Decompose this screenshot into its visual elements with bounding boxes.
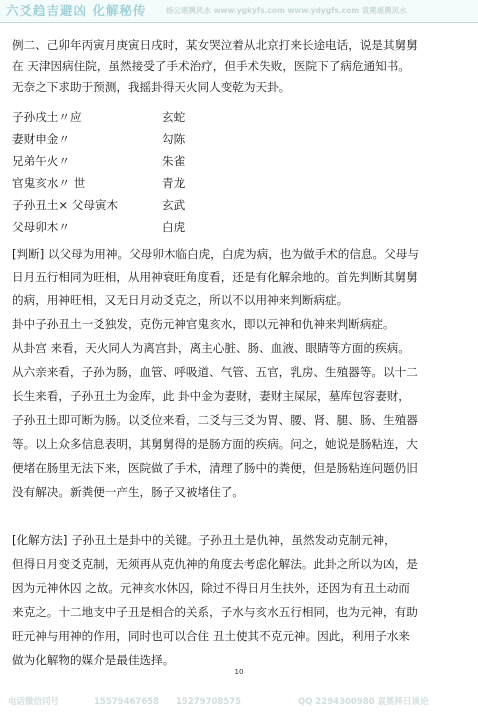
page-footer xyxy=(0,684,478,715)
intro-line: 例二、己卯年丙寅月庚寅日戌时，某女哭泣着从北京打来长途电话，说是其舅舅 xyxy=(12,38,418,52)
method-line: [化解方法] 子孙丑土是卦中的关键。子孙丑土是仇神，虽然发动克制元神， xyxy=(12,533,396,547)
intro-line: 在 天津因病住院，虽然接受了手术治疗，但手术失败，医院下了病危通知书。 xyxy=(12,59,410,73)
hexagram-beast: 白虎 xyxy=(162,220,186,234)
judgment-line: 的病，用神旺相，又无日月动爻克之，所以不以用神来判断病症。 xyxy=(12,293,349,307)
hexagram-beast: 玄武 xyxy=(162,198,186,212)
analysis-line: 子孙丑土即可断为肠。以爻位来看，二爻与三爻为胃、腰、肾、腿、肠、生殖器 xyxy=(12,413,418,427)
hexagram-beast: 勾陈 xyxy=(162,132,186,146)
judgment-line: 日月五行相同为旺相，从用神衰旺角度看，还是有化解余地的。首先判断其舅舅 xyxy=(12,270,418,284)
analysis-line: 从卦宫 来看，天火同人为离宫卦，离主心脏、肠、血液、眼睛等方面的疾病。 xyxy=(12,341,410,355)
header-sites: 杨公堪舆风水 www.ygkyfs.com www.ydygfs.com 袁冕堪舆风水 xyxy=(166,6,407,15)
hexagram-line: 父母卯木〃 xyxy=(12,220,70,234)
footer-phone-2: 15279708575 xyxy=(176,697,242,707)
hexagram-line: 子孙戌土〃应 xyxy=(12,110,82,124)
footer-phone-1: 15579467658 xyxy=(94,697,160,707)
hexagram-beast: 朱雀 xyxy=(162,154,186,168)
footer-qq: QQ 2294300980 袁冕择日谈论 xyxy=(298,697,429,707)
hexagram-line: 子孙丑土× 父母寅木 xyxy=(12,198,119,212)
page-header xyxy=(0,0,478,23)
analysis-line: 便堵在肠里无法下来，医院做了手术，清理了肠中的粪便，但是肠粘连问题仍旧 xyxy=(12,461,418,475)
method-line: 旺元神与用神的作用，同时也可以合住 丑土使其不克元神。因此，利用子水来 xyxy=(12,629,410,643)
analysis-line: 没有解决。新粪便一产生，肠子又被堵住了。 xyxy=(12,485,244,499)
analysis-line: 长生来看，子孙丑土为金库，此 卦中金为妻财，妻财主屎尿，墓库包容妻财， xyxy=(12,389,410,403)
judgment-line: [判断] 以父母为用神。父母卯木临白虎，白虎为病，也为做手术的信息。父母与 xyxy=(12,247,419,261)
method-line: 做为化解物的媒介是最佳选择。 xyxy=(12,653,175,667)
footer-phone-label: 电话微信同号 xyxy=(8,697,60,707)
hexagram-line: 兄弟午火〃 xyxy=(12,154,70,168)
analysis-line: 从六亲来看，子孙为肠，血管、呼吸道、气管、五官，乳房、生殖器等。以十二 xyxy=(12,365,418,379)
hexagram-line: 妻财申金〃 xyxy=(12,132,70,146)
intro-line: 无奈之下求助于预测，我摇卦得天火同人变乾为天卦。 xyxy=(12,80,291,94)
analysis-line: 卦中子孙丑土一爻独发，克伤元神官鬼亥水，即以元神和仇神来判断病症。 xyxy=(12,317,395,331)
hexagram-line: 官鬼亥水〃 世 xyxy=(12,176,86,190)
method-line: 但得日月变爻克制，无须再从克仇神的角度去考虑化解法。此卦之所以为凶，是 xyxy=(12,557,418,571)
analysis-line: 等。以上众多信息表明，其舅舅得的是肠方面的疾病。问之，她说是肠粘连，大 xyxy=(12,437,418,451)
hexagram-beast: 玄蛇 xyxy=(162,110,186,124)
method-line: 因为元神休囚 之故。元神亥水休囚，除过不得日月生扶外，还因为有丑土动而 xyxy=(12,581,410,595)
hexagram-beast: 青龙 xyxy=(162,176,186,190)
header-brand: 六爻趋吉避凶 化解秘传 xyxy=(6,3,147,18)
method-line: 来克之。十二地支中子丑是相合的关系，子水与亥水五行相同，也为元神，有助 xyxy=(12,605,418,619)
page-number: 10 xyxy=(234,668,244,676)
